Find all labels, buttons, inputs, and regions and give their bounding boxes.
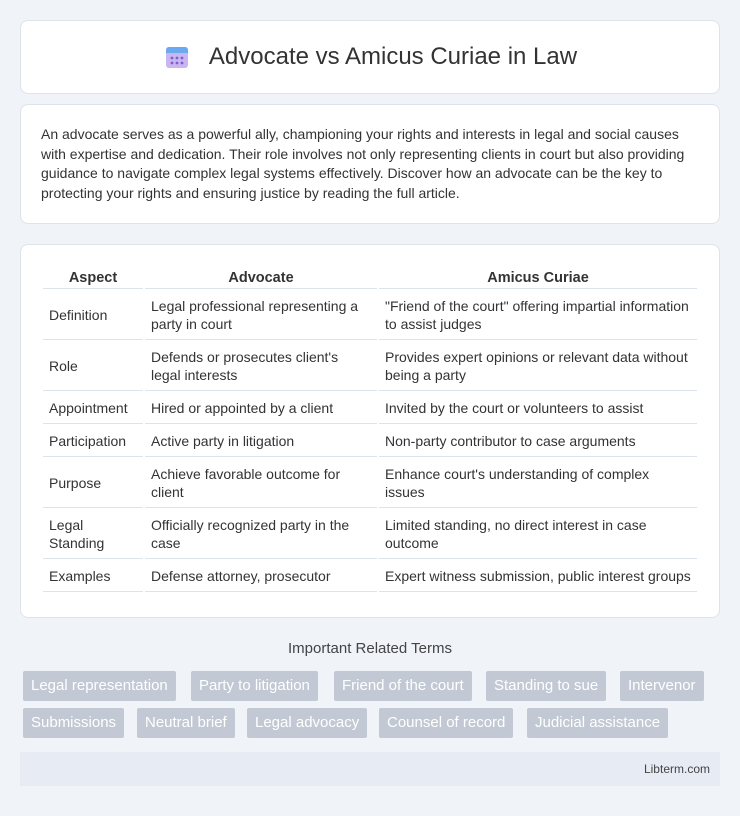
calendar-icon bbox=[163, 43, 191, 71]
cell-advocate: Active party in litigation bbox=[145, 426, 377, 457]
cell-amicus: Expert witness submission, public interest groups bbox=[379, 561, 697, 592]
cell-amicus: Limited standing, no direct interest in case outcome bbox=[379, 510, 697, 559]
table-row bbox=[43, 561, 697, 592]
page-title: Advocate vs Amicus Curiae in Law bbox=[208, 43, 578, 70]
table-row bbox=[43, 393, 697, 424]
related-term-tag[interactable]: Legal representation bbox=[23, 671, 176, 701]
cell-advocate: Defense attorney, prosecutor bbox=[145, 561, 377, 592]
table-row bbox=[43, 291, 697, 340]
comparison-table bbox=[41, 265, 699, 594]
footer-site-link[interactable]: Libterm.com bbox=[643, 762, 710, 776]
table-row bbox=[43, 510, 697, 559]
column-header-aspect: Aspect bbox=[43, 267, 143, 289]
cell-advocate: Hired or appointed by a client bbox=[145, 393, 377, 424]
cell-advocate: Defends or prosecutes client's legal interests bbox=[145, 342, 377, 391]
cell-amicus: Non-party contributor to case arguments bbox=[379, 426, 697, 457]
related-terms-title: Important Related Terms bbox=[288, 640, 452, 657]
cell-aspect: Role bbox=[43, 342, 143, 391]
column-header-amicus: Amicus Curiae bbox=[379, 267, 697, 289]
cell-advocate: Officially recognized party in the case bbox=[145, 510, 377, 559]
intro-card bbox=[20, 104, 720, 224]
intro-text: An advocate serves as a powerful ally, championing your rights and interests in legal and social causes with expertise and dedication. Their role involves not only representing clients in court but also providing guidance to navigate complex legal systems effectively. Discover how an advocate can be the key to protecting your rights and ensuring justice by reading the full article. bbox=[41, 126, 685, 201]
cell-amicus: "Friend of the court" offering impartial information to assist judges bbox=[379, 291, 697, 340]
related-term-tag[interactable]: Party to litigation bbox=[191, 671, 318, 701]
table-row bbox=[43, 426, 697, 457]
cell-advocate: Legal professional representing a party in court bbox=[145, 291, 377, 340]
footer bbox=[20, 752, 720, 786]
cell-aspect: Participation bbox=[43, 426, 143, 457]
table-header-row bbox=[43, 267, 697, 289]
cell-aspect: Examples bbox=[43, 561, 143, 592]
cell-amicus: Provides expert opinions or relevant data without being a party bbox=[379, 342, 697, 391]
column-header-advocate: Advocate bbox=[145, 267, 377, 289]
related-term-tag[interactable]: Submissions bbox=[23, 708, 124, 738]
table-row bbox=[43, 459, 697, 508]
related-term-tag[interactable]: Neutral brief bbox=[137, 708, 235, 738]
table-row bbox=[43, 342, 697, 391]
header-card bbox=[20, 20, 720, 94]
related-term-tag[interactable]: Judicial assistance bbox=[527, 708, 668, 738]
related-term-tag[interactable]: Counsel of record bbox=[379, 708, 513, 738]
cell-amicus: Invited by the court or volunteers to assist bbox=[379, 393, 697, 424]
cell-amicus: Enhance court's understanding of complex issues bbox=[379, 459, 697, 508]
cell-aspect: Purpose bbox=[43, 459, 143, 508]
related-term-tag[interactable]: Friend of the court bbox=[334, 671, 472, 701]
related-term-tag[interactable]: Legal advocacy bbox=[247, 708, 367, 738]
related-term-tag[interactable]: Standing to sue bbox=[486, 671, 606, 701]
comparison-table-card bbox=[20, 244, 720, 618]
cell-aspect: Legal Standing bbox=[43, 510, 143, 559]
related-term-tag[interactable]: Intervenor bbox=[620, 671, 704, 701]
cell-aspect: Definition bbox=[43, 291, 143, 340]
cell-advocate: Achieve favorable outcome for client bbox=[145, 459, 377, 508]
cell-aspect: Appointment bbox=[43, 393, 143, 424]
